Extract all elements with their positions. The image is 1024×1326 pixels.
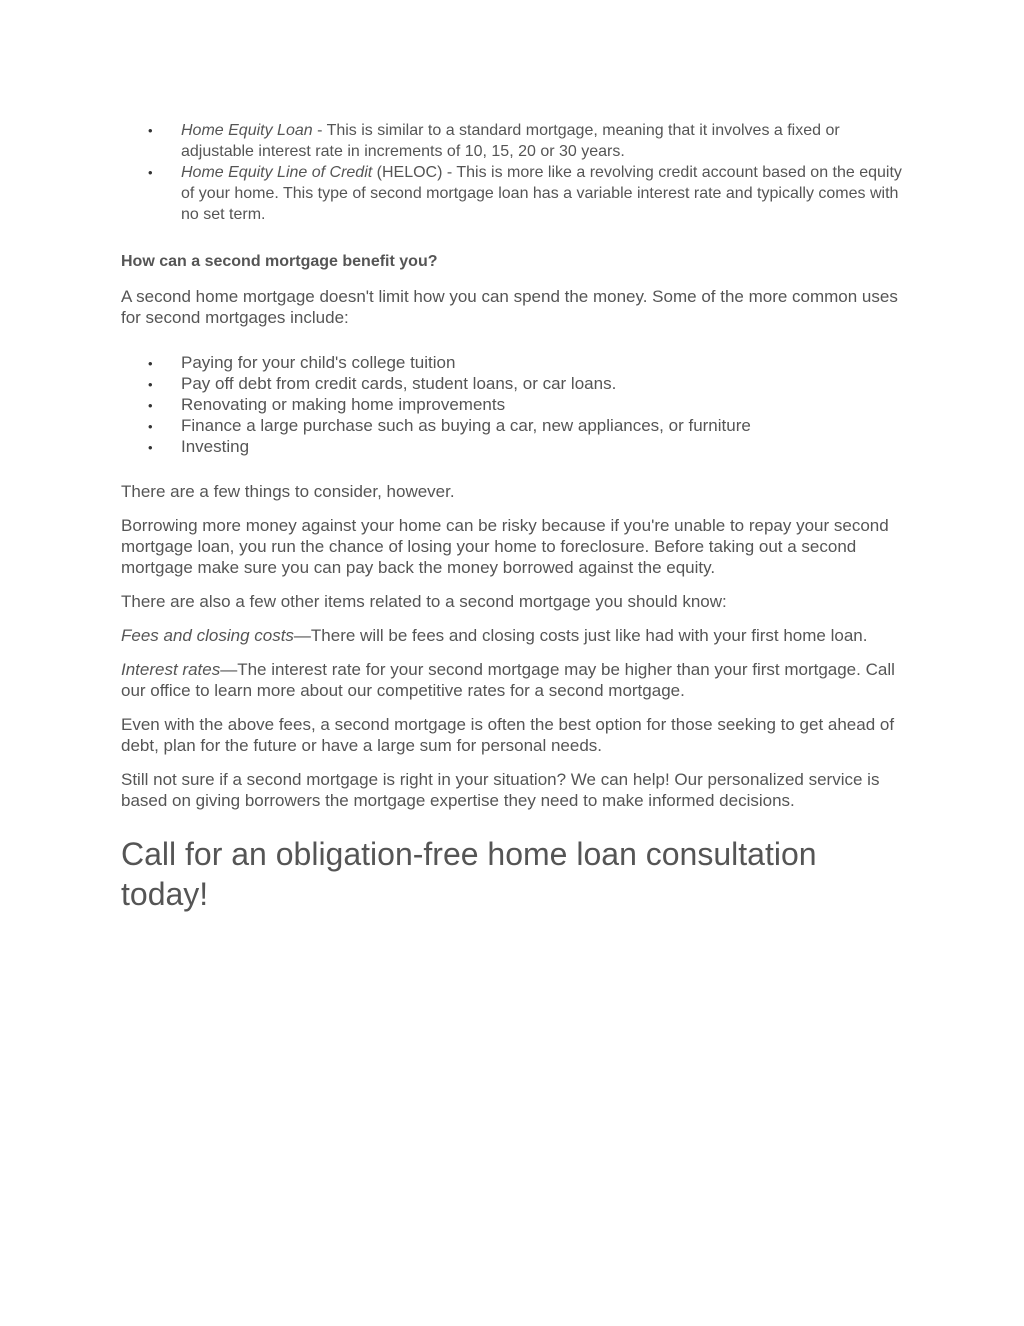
other-items-paragraph: There are also a few other items related to a second mortgage you should know: (121, 592, 727, 611)
rates-paragraph (121, 659, 911, 701)
loan-type-list (121, 120, 911, 225)
list-item-text: Investing (181, 437, 250, 456)
uses-list (121, 352, 911, 457)
bullet-icon: • (148, 356, 153, 371)
bullet-icon: • (148, 165, 153, 180)
fees-paragraph (121, 625, 911, 646)
list-item (121, 415, 911, 436)
list-item-text: Finance a large purchase such as buying a car, new appliances, or furniture (181, 416, 751, 435)
help-paragraph: Still not sure if a second mortgage is right in your situation? We can help! Our personalized service is based on giving borrowers the mortgage expertise they need to make informed decisions. (121, 770, 880, 810)
bullet-icon: • (148, 123, 153, 138)
list-item (121, 394, 911, 415)
bullet-icon: • (148, 398, 153, 413)
list-item (121, 436, 911, 457)
list-item-text: Renovating or making home improvements (181, 395, 506, 414)
list-item-heloc (121, 162, 911, 225)
bullet-icon: • (148, 419, 153, 434)
loan-type-term: Home Equity Loan (181, 122, 313, 139)
fees-term: Fees and closing costs (121, 626, 294, 645)
benefit-heading: How can a second mortgage benefit you? (121, 253, 438, 270)
document-page (121, 120, 911, 914)
risk-paragraph: Borrowing more money against your home can be risky because if you're unable to repay your second mortgage loan, you run the chance of losing your home to foreclosure. Before taking out a second mortgage make sure you can pay back the money borrowed against the equity. (121, 516, 889, 577)
list-item-home-equity-loan (121, 120, 911, 162)
rates-term: Interest rates (121, 660, 221, 679)
fees-text: —There will be fees and closing costs just like had with your first home loan. (293, 626, 868, 645)
intro-paragraph: A second home mortgage doesn't limit how you can spend the money. Some of the more common uses for second mortgages include: (121, 287, 898, 327)
consider-paragraph: There are a few things to consider, however. (121, 482, 455, 501)
list-item (121, 373, 911, 394)
bullet-icon: • (148, 440, 153, 455)
list-item-text: Paying for your child's college tuition (181, 353, 456, 372)
loan-type-description: (HELOC) - This is more like a revolving credit account based on the equity of your home. This type of second mortgage loan has a variable interest rate and typically comes with no set term. (181, 164, 902, 223)
loan-type-description: - This is similar to a standard mortgage, meaning that it involves a fixed or adjustable interest rate in increments of 10, 15, 20 or 30 years. (181, 122, 840, 160)
best-option-paragraph: Even with the above fees, a second mortgage is often the best option for those seeking to get ahead of debt, plan for the future or have a large sum for personal needs. (121, 715, 895, 755)
list-item-text: Pay off debt from credit cards, student loans, or car loans. (181, 374, 617, 393)
list-item (121, 352, 911, 373)
bullet-icon: • (148, 377, 153, 392)
loan-type-term: Home Equity Line of Credit (181, 164, 373, 181)
call-to-action-heading: Call for an obligation-free home loan consultation today! (121, 836, 817, 912)
rates-text: —The interest rate for your second mortgage may be higher than your first mortgage. Call our office to learn more about our competitive rates for a second mortgage. (121, 660, 895, 700)
